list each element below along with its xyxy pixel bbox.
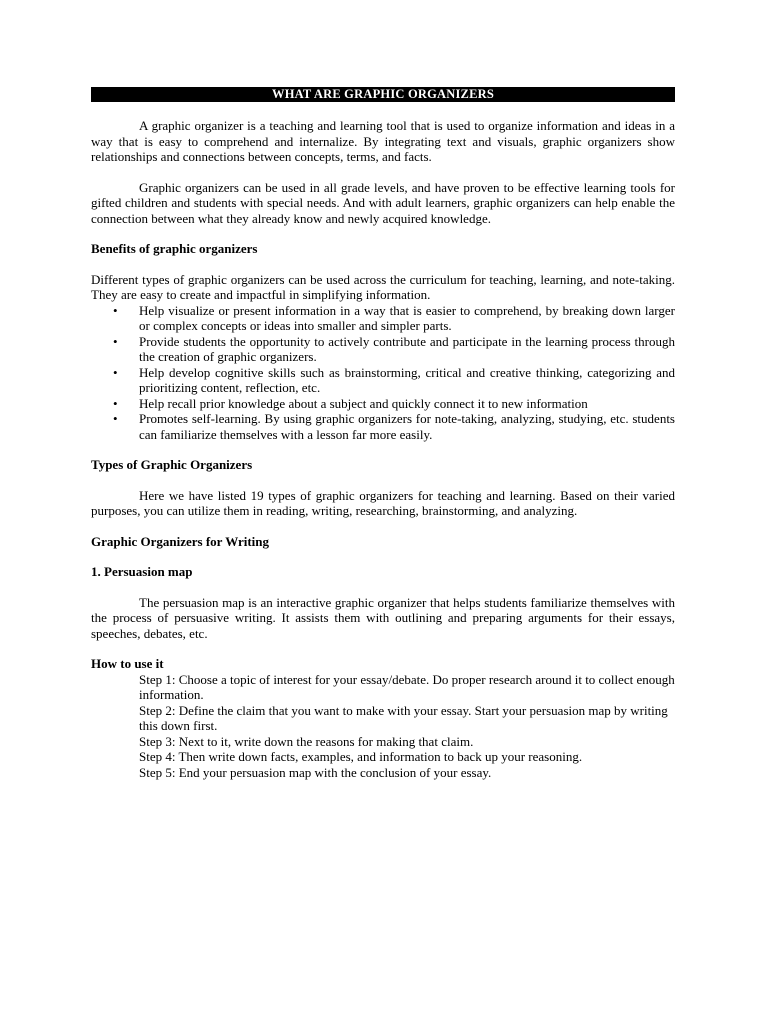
list-item-text: Help visualize or present information in a way that is easier to comprehend, by breaking down larger or complex concepts or ideas into smaller and simpler parts. [139, 302, 675, 333]
benefits-heading: Benefits of graphic organizers [91, 241, 258, 256]
benefits-list [91, 303, 675, 443]
types-paragraph: Here we have listed 19 types of graphic organizers for teaching and learning. Based on their varied purposes, you can utilize them in reading, writing, researching, brainstorming, and analyzing. [91, 487, 675, 518]
bullet-icon: • [113, 395, 118, 411]
step-item: Step 4: Then write down facts, examples, and information to back up your reasoning. [139, 749, 583, 764]
list-item [91, 334, 675, 365]
list-item-text: Promotes self-learning. By using graphic organizers for note-taking, analyzing, studying, etc. students can familiarize themselves with a lesson far more easily. [139, 411, 675, 442]
step-item: Step 1: Choose a topic of interest for your essay/debate. Do proper research around it to collect enough information. [139, 671, 675, 702]
persuasion-map-heading: 1. Persuasion map [91, 564, 193, 579]
bullet-icon: • [113, 302, 118, 318]
bullet-icon: • [113, 364, 118, 380]
types-heading: Types of Graphic Organizers [91, 457, 253, 472]
list-item [91, 411, 675, 442]
benefits-lead: Different types of graphic organizers can be used across the curriculum for teaching, learning, and note-taking. They are easy to create and impactful in simplifying information. [91, 271, 675, 302]
how-to-heading: How to use it [91, 656, 164, 671]
step-item: Step 2: Define the claim that you want to make with your essay. Start your persuasion map by writing this down first. [139, 702, 668, 733]
step-item: Step 5: End your persuasion map with the conclusion of your essay. [139, 764, 492, 780]
list-item-text: Help develop cognitive skills such as brainstorming, critical and creative thinking, categorizing and prioritizing content, reflection, etc. [139, 364, 675, 395]
bullet-icon: • [113, 333, 118, 349]
step-item: Step 3: Next to it, write down the reasons for making that claim. [139, 733, 474, 749]
bullet-icon: • [113, 411, 118, 426]
writing-heading: Graphic Organizers for Writing [91, 533, 270, 549]
list-item-text: Provide students the opportunity to actively contribute and participate in the learning process through the creation of graphic organizers. [139, 333, 675, 364]
intro-paragraph-1: A graphic organizer is a teaching and learning tool that is used to organize information and ideas in a way that is easy to comprehend and internalize. By integrating text and visuals, graphic organizers show relationships and connections between concepts, terms, and facts. [91, 118, 675, 164]
persuasion-map-paragraph: The persuasion map is an interactive graphic organizer that helps students familiarize themselves with the process of persuasive writing. It assists them with outlining and preparing arguments for their essays, speeches, debates, etc. [91, 594, 675, 641]
steps-list [91, 672, 675, 781]
intro-paragraph-2: Graphic organizers can be used in all grade levels, and have proven to be effective learning tools for gifted children and students with special needs. And with adult learners, graphic organizers can help enable the connection between what they already know and newly acquired knowledge. [91, 179, 675, 226]
document-body [91, 87, 675, 780]
list-item [91, 303, 675, 334]
list-item [91, 396, 675, 412]
document-title: WHAT ARE GRAPHIC ORGANIZERS [91, 87, 675, 102]
list-item-text: Help recall prior knowledge about a subject and quickly connect it to new information [139, 395, 588, 411]
list-item [91, 365, 675, 396]
